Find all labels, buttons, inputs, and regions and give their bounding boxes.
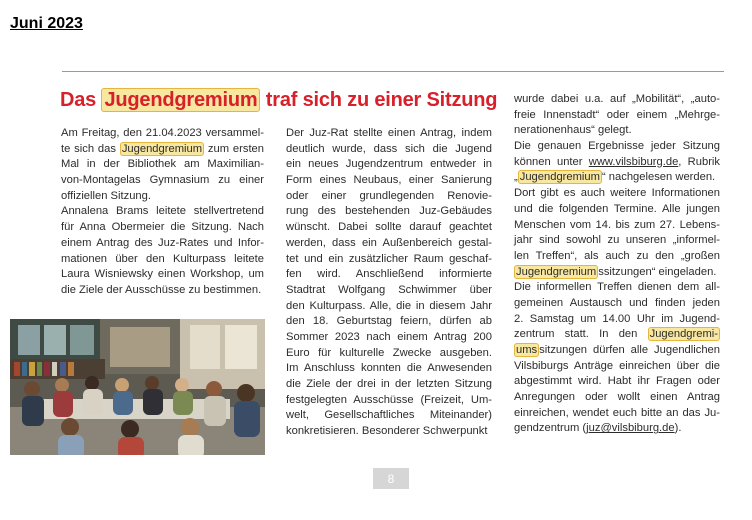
- text-line: [61, 220, 264, 236]
- header-divider: [62, 71, 724, 72]
- text-fragment: offiziellen Sitzung.: [61, 189, 151, 202]
- text-line: Sommer 2023 nach einem Antrag 200: [286, 330, 492, 343]
- text-fragment: und die folgenden Termine. Alle jungen: [514, 202, 720, 215]
- text-fragment: „: [514, 171, 518, 184]
- text-line: [61, 204, 264, 220]
- highlighted-term: Jugendgremium: [516, 265, 597, 278]
- text-fragment: die Ziele der Ausschüsse zu bestimmen.: [61, 283, 262, 296]
- text-fragment: mationen über den Kulturpass leitete: [61, 252, 264, 265]
- text-fragment: Vilsbiburgs Anträge einreichen über die: [514, 359, 720, 372]
- text-line: [514, 139, 720, 155]
- text-fragment: ssitzungen“ eingeladen.: [598, 265, 717, 278]
- text-line: [61, 126, 264, 142]
- highlighted-term: Jugendgremium: [519, 171, 600, 184]
- text-fragment: jahr sind sowohl zu unseren „informel-: [514, 234, 720, 247]
- text-line: [514, 249, 720, 265]
- text-line: tet und ein zusätzlicher Raum geschaf-: [286, 252, 492, 265]
- text-line: rung des bestehenden Juz-Gebäudes: [286, 205, 492, 218]
- text-fragment: Menschen vom 14. bis zum 27. Lebens-: [514, 218, 720, 231]
- text-line: [514, 170, 720, 186]
- text-fragment: sitzungen dürfen alle Jugendlichen: [539, 344, 720, 356]
- meeting-photo: [10, 319, 265, 455]
- text-fragment: von-Montagelas Gymnasium zu einer: [61, 174, 264, 187]
- text-line: Im Anschluss konnten die Anwesenden: [286, 362, 492, 375]
- text-fragment: Dort gibt es auch weitere Informationen: [514, 187, 720, 200]
- headline-suffix: traf sich zu einer Sitzung: [260, 89, 498, 111]
- text-line: wünscht. Dabei sollte darauf geachtet: [286, 221, 492, 234]
- text-line: konkretisieren. Besonderer Schwerpunkt: [286, 425, 488, 438]
- text-fragment: einem Antrag des Juz-Rates und Infor-: [61, 236, 264, 249]
- text-fragment: einreichen, wendet euch bitte an das Ju-: [514, 406, 720, 419]
- text-line: [61, 252, 264, 268]
- text-fragment: “ nachgelesen werden.: [601, 171, 716, 184]
- text-fragment: gemeinen Austausch und finden jeden: [514, 296, 720, 309]
- text-fragment: Laura Wisniewsky einen Workshop, um: [61, 268, 264, 281]
- text-link[interactable]: juz@vilsbiburg.de: [586, 422, 675, 435]
- text-fragment: zum ersten: [204, 142, 264, 155]
- highlighted-term: ums: [516, 344, 538, 356]
- text-line: die Ziele der drei in der letzten Sitzung: [286, 378, 492, 390]
- text-fragment: Annalena Brams leitete stellvertretend: [61, 205, 264, 218]
- text-fragment: Anregungen oder wollt einen Antrag: [514, 391, 720, 404]
- text-line: [514, 390, 720, 406]
- text-fragment: , Rubrik: [678, 155, 721, 168]
- text-fragment: freie Innenstadt“ oder einem „Mehrge-: [514, 108, 720, 121]
- text-fragment: können unter: [514, 155, 589, 168]
- text-fragment: wurde dabei u.a. auf „Mobilität“, „auto-: [514, 93, 720, 105]
- text-fragment: te sich das: [61, 142, 120, 155]
- text-fragment: zentrum statt. In den: [514, 328, 648, 341]
- text-line: deutlich wurde, dass sich die Jugend: [286, 142, 492, 155]
- text-fragment: Mal in der Bibliothek am Maximilian-: [61, 158, 264, 171]
- highlighted-term: Jugendgremi-: [649, 328, 718, 341]
- highlighted-term: Jugendgremium: [121, 142, 203, 155]
- text-fragment: abgestimmt wird. Habt ihr Fragen oder: [514, 375, 720, 388]
- text-line: [514, 421, 720, 437]
- text-fragment: 2. Samstag um 14.00 Uhr im Jugend-: [514, 312, 720, 325]
- text-line: [61, 189, 264, 205]
- text-line: [514, 343, 720, 359]
- text-link[interactable]: www.vilsbiburg.de: [588, 155, 679, 168]
- article-column-1: [61, 126, 264, 299]
- text-line: [514, 406, 720, 422]
- text-line: festgelegten Ausschüsse (Freizeit, Um-: [286, 393, 492, 406]
- text-line: [514, 218, 720, 234]
- text-line: Form eines Neubaus, einer Sanierung: [286, 174, 492, 187]
- text-line: [514, 296, 720, 312]
- text-line: [61, 157, 264, 173]
- text-fragment: len Treffen“, als auch zu den „großen: [514, 249, 720, 262]
- text-line: [514, 186, 720, 202]
- page-header-date: Juni 2023: [10, 15, 83, 32]
- text-line: oder einer grundlegenden Renovie-: [286, 189, 492, 202]
- text-line: [514, 233, 720, 249]
- text-line: werden, dass ein Außenbereich gestal-: [286, 236, 492, 249]
- article-column-2: [286, 126, 492, 440]
- text-line: [61, 283, 264, 299]
- text-fragment: nerationenhaus“ gelegt.: [514, 124, 632, 137]
- text-line: fen wird. Anschließend informierte: [286, 268, 492, 281]
- text-line: [514, 92, 720, 108]
- text-line: [514, 265, 720, 281]
- text-line: [61, 173, 264, 189]
- text-fragment: Die informellen Treffen dienen dem all-: [514, 281, 720, 294]
- text-fragment: Die genauen Ergebnisse jeder Sitzung: [514, 140, 720, 153]
- text-fragment: für Anna Obermeier die Sitzung. Nach: [61, 221, 264, 234]
- text-line: [61, 142, 264, 158]
- headline-prefix: Das: [60, 89, 102, 111]
- text-line: welt, Gesellschaftliches Miteinander): [286, 409, 492, 422]
- text-line: den 18. Geburtstag feiern, dürfen ab: [286, 315, 492, 328]
- meeting-photo-graphic: [10, 319, 265, 455]
- text-line: [514, 359, 720, 375]
- text-line: Der Juz-Rat stellte einen Antrag, indem: [286, 127, 492, 139]
- text-fragment: Am Freitag, den 21.04.2023 versammel-: [61, 127, 264, 139]
- text-line: [514, 312, 720, 328]
- headline-highlight: Jugendgremium: [101, 88, 260, 112]
- text-line: den Kulturpass. Alle, die in diesem Jahr: [286, 299, 492, 312]
- text-line: [514, 374, 720, 390]
- text-line: [514, 108, 720, 124]
- text-line: Euro für kulturelle Zwecke ausgeben.: [286, 346, 492, 359]
- text-line: [514, 123, 720, 139]
- text-line: [514, 327, 720, 343]
- page-number: 8: [373, 468, 409, 489]
- text-line: [61, 267, 264, 283]
- article-column-3: [514, 92, 720, 437]
- text-line: [514, 280, 720, 296]
- article-headline: [60, 89, 497, 112]
- text-line: [61, 236, 264, 252]
- text-line: ein neues Jugendzentrum entweder in: [286, 158, 492, 171]
- text-line: [514, 202, 720, 218]
- text-fragment: gendzentrum (: [514, 422, 587, 435]
- text-line: [514, 155, 720, 171]
- text-fragment: ).: [674, 422, 682, 435]
- text-line: Stadtrat Wolfgang Schwimmer über: [286, 283, 492, 296]
